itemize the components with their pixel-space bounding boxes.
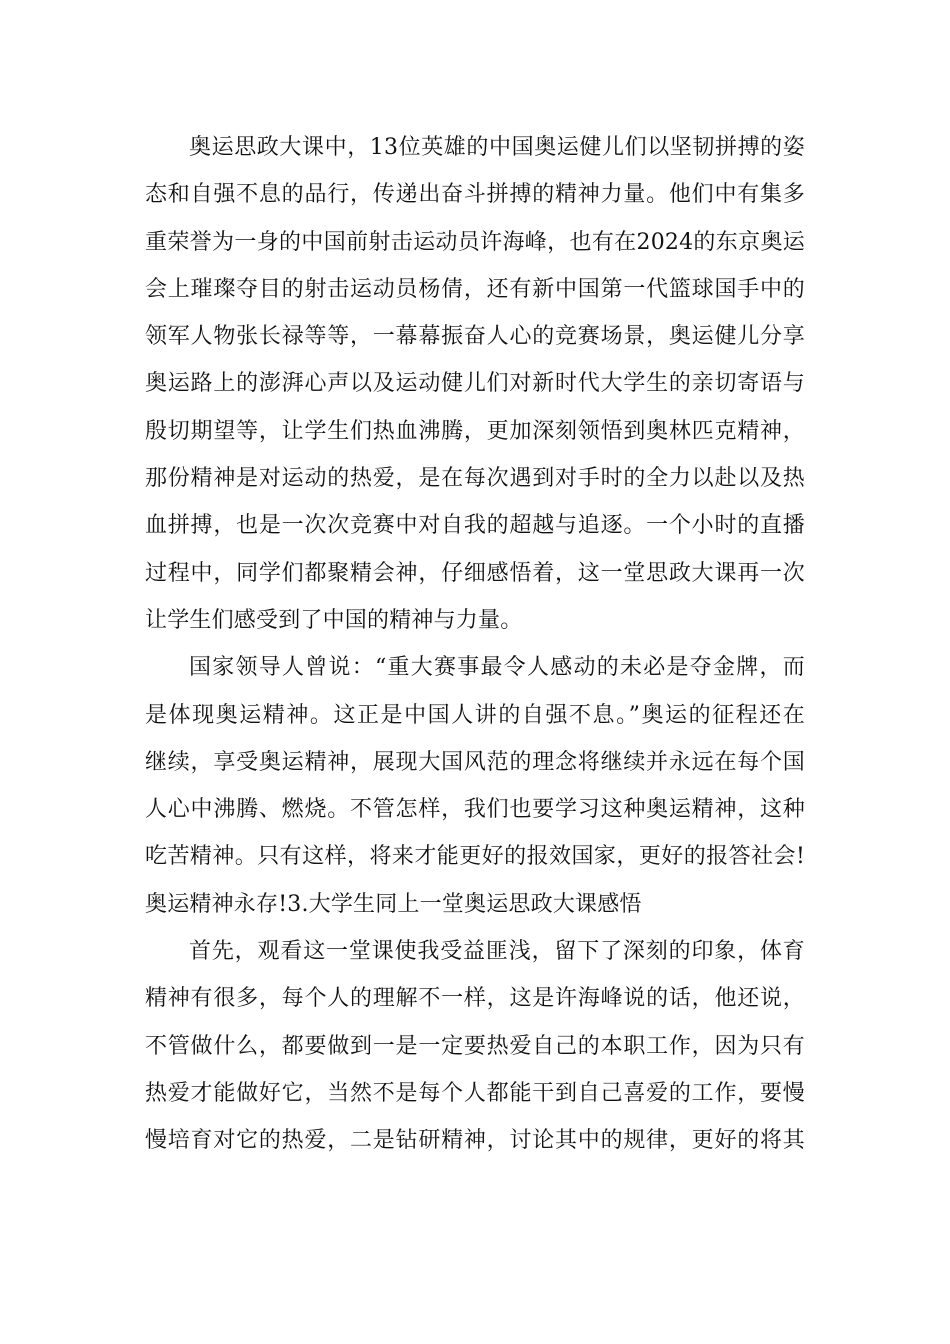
- text-line: 重荣誉为一身的中国前射击运动员许海峰，也有在2024的东京奥运: [145, 229, 805, 255]
- text-line: 那份精神是对运动的热爱，是在每次遇到对手时的全力以赴以及热: [145, 466, 805, 492]
- text-line: 领军人物张长禄等等，一幕幕振奋人心的竞赛场景，奥运健儿分享: [145, 324, 805, 350]
- text-line: 态和自强不息的品行，传递出奋斗拼搏的精神力量。他们中有集多: [145, 182, 805, 208]
- text-line: 过程中，同学们都聚精会神，仔细感悟着，这一堂思政大课再一次: [145, 560, 805, 586]
- text-line: 首先，观看这一堂课使我受益匪浅，留下了深刻的印象，体育: [189, 939, 805, 965]
- text-line: 让学生们感受到了中国的精神与力量。: [145, 607, 523, 633]
- text-line: 会上璀璨夺目的射击运动员杨倩，还有新中国第一代篮球国手中的: [145, 276, 805, 302]
- text-line: 人心中沸腾、燃烧。不管怎样，我们也要学习这种奥运精神，这种: [145, 797, 805, 823]
- text-line: 热爱才能做好它，当然不是每个人都能干到自己喜爱的工作，要慢: [145, 1080, 805, 1106]
- document-body: [145, 124, 805, 1165]
- text-line: 奥运思政大课中，13位英雄的中国奥运健儿们以坚韧拼搏的姿: [189, 135, 805, 160]
- text-line: 奥运精神永存!3.大学生同上一堂奥运思政大课感悟: [145, 891, 642, 917]
- text-line: 殷切期望等，让学生们热血沸腾，更加深刻领悟到奥林匹克精神，: [145, 418, 805, 444]
- text-line: 是体现奥运精神。这正是中国人讲的自强不息。”奥运的征程还在: [145, 702, 805, 728]
- text-line: 国家领导人曾说：“重大赛事最令人感动的未必是夺金牌，而: [189, 655, 805, 681]
- text-line: 慢培育对它的热爱，二是钻研精神，讨论其中的规律，更好的将其: [145, 1128, 805, 1154]
- text-line: 继续，享受奥运精神，展现大国风范的理念将继续并永远在每个国: [145, 749, 805, 775]
- text-line: 血拼搏，也是一次次竞赛中对自我的超越与追逐。一个小时的直播: [145, 513, 805, 539]
- text-line: 精神有很多，每个人的理解不一样，这是许海峰说的话，他还说，: [145, 986, 805, 1012]
- text-line: 吃苦精神。只有这样，将来才能更好的报效国家，更好的报答社会!: [145, 844, 805, 870]
- text-line: 不管做什么，都要做到一是一定要热爱自己的本职工作，因为只有: [145, 1033, 805, 1059]
- text-line: 奥运路上的澎湃心声以及运动健儿们对新时代大学生的亲切寄语与: [145, 371, 805, 397]
